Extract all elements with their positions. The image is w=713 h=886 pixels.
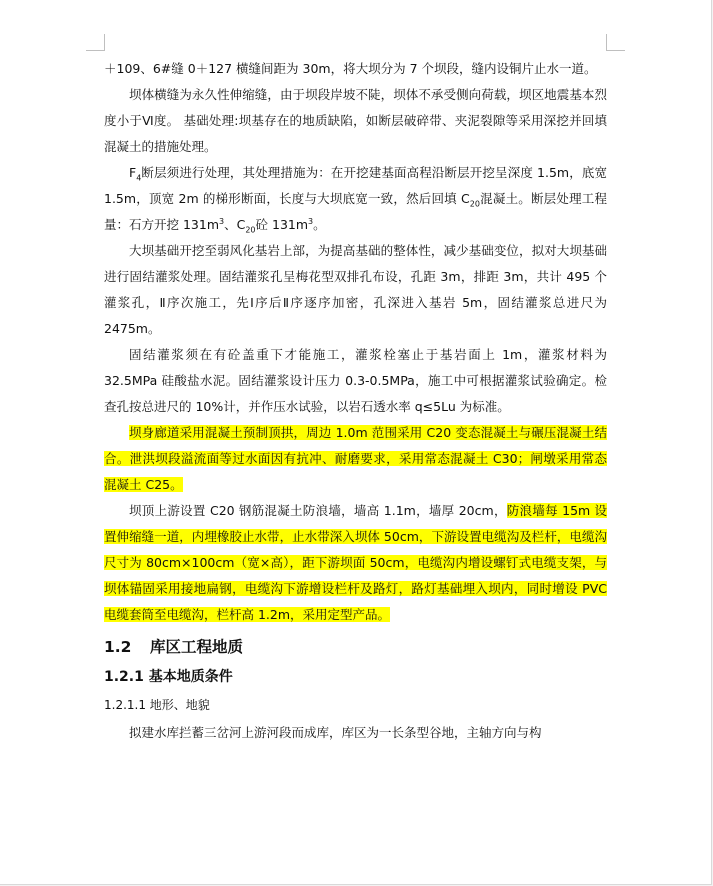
heading-level-2: 1.2 库区工程地质 — [104, 638, 244, 656]
paragraph — [104, 498, 607, 628]
paragraph-f4-fault: $F_4$断层须进行处理，其处理措施为：在开挖建基面高程沿断层开挖呈深度 1.5m，底宽 1.5m，顶宽 2m 的梯形断面，长度与大坝底宽一致，然后回填 $C_{20}$混凝土。断层处理工程量：石方开挖 $131m^3$、$C_{20}$砼 $131m^3$。 — [104, 165, 607, 235]
paragraph: 固结灌浆须在有砼盖重下才能施工，灌浆栓塞止于基岩面上 1m，灌浆材料为 32.5MPa 硅酸盐水泥。固结灌浆设计压力 0.3-0.5MPa，施工中可根据灌浆试验确定。检查孔按总进尺的 10%计，并作压水试验，以岩石透水率 q≤5Lu 为标准。 — [104, 347, 607, 414]
heading-level-4: 1.2.1.1 地形、地貌 — [104, 698, 210, 712]
paragraph: ＋109、6#缝 0＋127 横缝间距为 30m，将大坝分为 7 个坝段，缝内设铜片止水一道。 — [104, 61, 597, 76]
paragraph: 大坝基础开挖至弱风化基岩上部，为提高基础的整体性，减少基础变位，拟对大坝基础进行固结灌浆处理。固结灌浆孔呈梅花型双排孔布设，孔距 3m，排距 3m，共计 495 个灌浆孔，Ⅱ序次施工，先Ⅰ序后Ⅱ序逐序加密，孔深进入基岩 5m，固结灌浆总进尺为 2475m。 — [104, 243, 607, 336]
margin-corner-top-left — [86, 34, 105, 51]
plain-text: 坝顶上游设置 C20 钢筋混凝土防浪墙，墙高 1.1m，墙厚 20cm， — [129, 503, 507, 518]
margin-corner-top-right — [606, 34, 625, 51]
highlighted-paragraph — [104, 420, 607, 498]
highlighted-text: 坝身廊道采用混凝土预制顶拱，周边 1.0m 范围采用 C20 变态混凝土与碾压混凝土结合。泄洪坝段溢流面等过水面因有抗冲、耐磨要求，采用常态混凝土 C30；闸墩采用常态混凝土 C25。 — [104, 425, 607, 492]
paragraph: 坝体横缝为永久性伸缩缝，由于坝段岸坡不陡，坝体不承受侧向荷载，坝区地震基本烈度小于Ⅵ度。 基础处理:坝基存在的地质缺陷，如断层破碎带、夹泥裂隙等采用深挖并回填混凝土的措施处理。 — [104, 87, 607, 154]
document-body[interactable] — [104, 56, 607, 746]
heading-level-3: 1.2.1 基本地质条件 — [104, 669, 233, 685]
paragraph: 拟建水库拦蓄三岔河上游河段而成库，库区为一长条型谷地，主轴方向与构 — [129, 725, 542, 740]
highlighted-text: 防浪墙每 15m 设置伸缩缝一道，内埋橡胶止水带，止水带深入坝体 50cm，下游设置电缆沟及栏杆，电缆沟尺寸为 80cm×100cm（宽×高），距下游坝面 50cm，电缆沟内增设螺钉式电缆支架，与坝体锚固采用接地扁钢，电缆沟下游增设栏杆及路灯，路灯基础埋入坝内，同时增设 PVC 电缆套筒至电缆沟，栏杆高 1.2m，采用定型产品。 — [104, 503, 607, 622]
